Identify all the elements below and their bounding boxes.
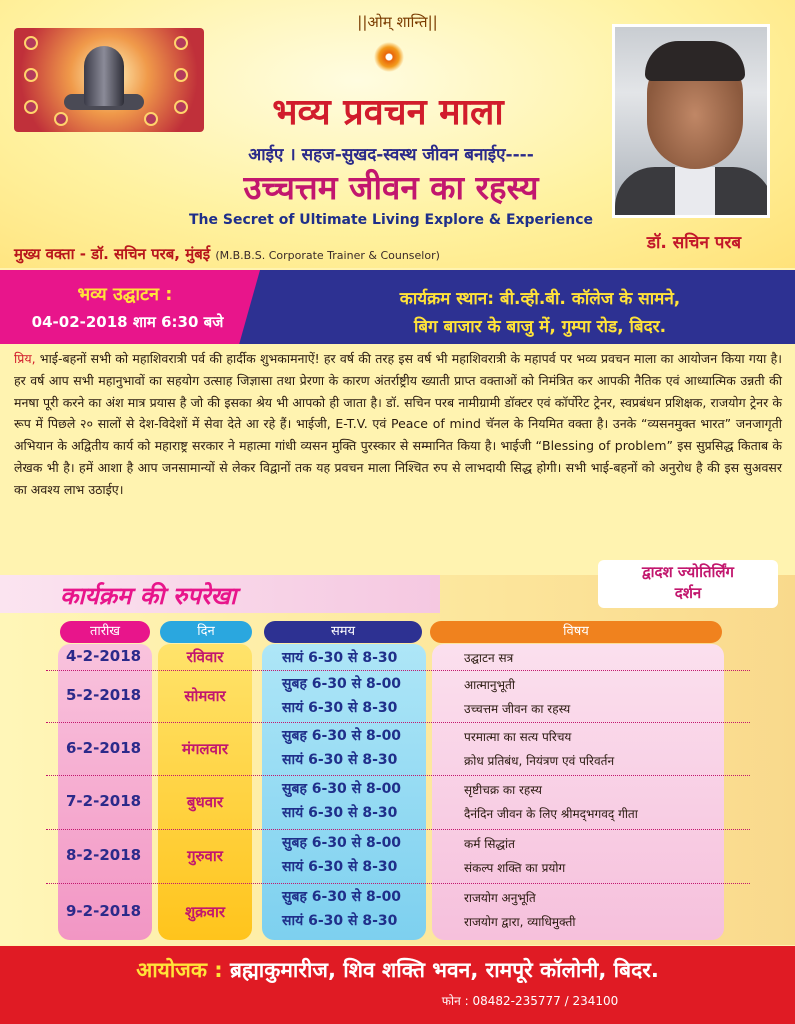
speaker-photo-name: डॉ. सचिन परब	[646, 233, 742, 253]
subtitle-hindi: उच्चत्तम जीवन का रहस्य	[243, 168, 539, 207]
schedule-topic: उच्चत्तम जीवन का रहस्य	[464, 702, 571, 716]
schedule-topic: संकल्प शक्ति का प्रयोग	[464, 861, 566, 875]
sun-icon	[374, 42, 404, 72]
schedule-topic: क्रोध प्रतिबंध, नियंत्रण एवं परिवर्तन	[464, 754, 615, 768]
schedule-time: सुबह 6-30 से 8-00	[282, 889, 402, 905]
intro-paragraph: प्रिय, भाई-बहनों सभी को महाशिवरात्री पर्व की हार्दीक शुभकामनाऐं! हर वर्ष की तरह इस वर्ष भी महाशिवरात्री के महापर्व पर भव्य प्रवचन माला का आयोजन किया गया है। हर वर्ष आप सभी महानुभावों का सहयोग उत्साह जिज्ञासा तथा प्रेरणा के कारण अंतर्राष्ट्रीय ख्याती प्राप्त वक्ताओं को निमंत्रित कर आपकी नैतिक एवं आध्यात्मिक उन्नती की मनषा पूरी करने का अंश मात्र प्रयास है जो की इसका श्रेय भी आपको ही जाता है। डॉ. सचिन परब नामीग्रामी डॉक्टर एवं कॉर्पोरेट ट्रेनर, स्वप्रबंधन प्रशिक्षक, राजयोग ट्रेनर के रूप में पिछले २० सालों से देश-विदेशों में सेवा देते आ रहे हैं। भाईजी, E-T.V. एवं Peace of mind चॅनल के नियमित वक्ता है। उनके “व्यसनमुक्त भारत” जनजागृती अभियान के अद्वितीय कार्य को महाराष्ट्र सरकार ने महात्मा गांधी व्यसन मुक्ति पुरस्कार से सम्मानित किया है। भाईजी “Blessing of problem” इस सुप्रसिद्ध किताब के लेखक भी है। हमें आशा है आप जनसामान्यों से लेकर विद्वानों तक यह प्रवचन माला निश्चित रुप से लाभदायी सिद्ध होगी। सभी भाई-बहनों को अनुरोध है की इस सुअवसर का अवश्य लाभ उठाईए।	[14, 351, 782, 497]
schedule-day: गुरुवार	[187, 847, 223, 865]
schedule-time: सायं 6-30 से 8-30	[282, 752, 398, 768]
venue-line-2: बिग बाजार के बाजु में, गुम्पा रोड, बिदर.	[413, 317, 667, 337]
schedule-date: 6-2-2018	[66, 738, 142, 757]
schedule-day: रविवार	[186, 648, 224, 666]
header-day: दिन	[160, 621, 252, 643]
shivling-image	[14, 28, 204, 132]
row-divider	[46, 775, 750, 776]
jyotirling-badge: द्वादश ज्योतिर्लिंग दर्शन	[598, 560, 778, 608]
schedule-time: सायं 6-30 से 8-30	[282, 650, 398, 666]
schedule-topic: राजयोग द्वारा, व्याधिमुक्ती	[464, 915, 576, 929]
schedule-time: सायं 6-30 से 8-30	[282, 913, 398, 929]
schedule-time: सुबह 6-30 से 8-00	[282, 676, 402, 692]
row-divider	[46, 883, 750, 884]
header-date: तारीख	[60, 621, 150, 643]
row-divider	[46, 829, 750, 830]
schedule-topic: परमात्मा का सत्य परिचय	[464, 730, 572, 744]
schedule-date: 4-2-2018	[66, 647, 142, 665]
venue-line-1: कार्यक्रम स्थान: बी.व्ही.बी. कॉलेज के सामने,	[399, 289, 681, 309]
schedule-day: सोमवार	[184, 687, 226, 705]
schedule-topic: आत्मानुभूती	[464, 678, 515, 692]
inauguration-label: भव्य उद्घाटन :	[77, 284, 173, 305]
schedule-day: बुधवार	[186, 793, 224, 811]
inauguration-date: 04-02-2018 शाम 6:30 बजे	[31, 313, 224, 331]
speaker-photo	[612, 24, 770, 218]
invite-line: आईए । सहज-सुखद-स्वस्थ जीवन बनाईए----	[248, 145, 534, 165]
schedule-day: शुक्रवार	[184, 902, 226, 921]
om-shanti-text: ||ओम् शान्ति||	[357, 13, 438, 31]
header-time: समय	[264, 621, 422, 643]
row-divider	[46, 722, 750, 723]
phone-line: फोन : 08482-235777 / 234100	[441, 994, 619, 1008]
row-divider	[46, 670, 750, 671]
schedule-topic: राजयोग अनुभूति	[464, 891, 536, 905]
schedule-date: 7-2-2018	[66, 792, 142, 810]
schedule-time: सायं 6-30 से 8-30	[282, 700, 398, 716]
schedule-topic: कर्म सिद्धांत	[464, 837, 515, 851]
schedule-topic: सृष्टीचक्र का रहस्य	[464, 783, 542, 797]
schedule-time: सुबह 6-30 से 8-00	[282, 728, 402, 744]
page-title: भव्य प्रवचन माला	[272, 92, 504, 133]
schedule-topic: दैनंदिन जीवन के लिए श्रीमद्‌भगवद्‌ गीता	[464, 807, 638, 821]
schedule-date: 9-2-2018	[66, 901, 142, 920]
schedule-date: 5-2-2018	[66, 686, 142, 704]
schedule-time: सुबह 6-30 से 8-00	[282, 835, 402, 851]
header-topic: विषय	[430, 621, 722, 643]
schedule-time: सायं 6-30 से 8-30	[282, 859, 398, 875]
subtitle-english: The Secret of Ultimate Living Explore & Experience	[188, 212, 594, 228]
schedule-date: 8-2-2018	[66, 846, 142, 864]
schedule-time: सायं 6-30 से 8-30	[282, 805, 398, 821]
schedule-day: मंगलवार	[182, 739, 228, 758]
program-title: कार्यक्रम की रुपरेखा	[60, 582, 237, 610]
speaker-line: मुख्य वक्ता - डॉ. सचिन परब, मुंबई (M.B.B.S. Corporate Trainer & Counselor)	[14, 245, 440, 263]
schedule-topic: उद्घाटन सत्र	[464, 651, 514, 665]
organizer-line: आयोजक : ब्रह्माकुमारीज, शिव शक्ति भवन, रामपूरे कॉलोनी, बिदर.	[136, 958, 659, 982]
schedule-time: सुबह 6-30 से 8-00	[282, 781, 402, 797]
